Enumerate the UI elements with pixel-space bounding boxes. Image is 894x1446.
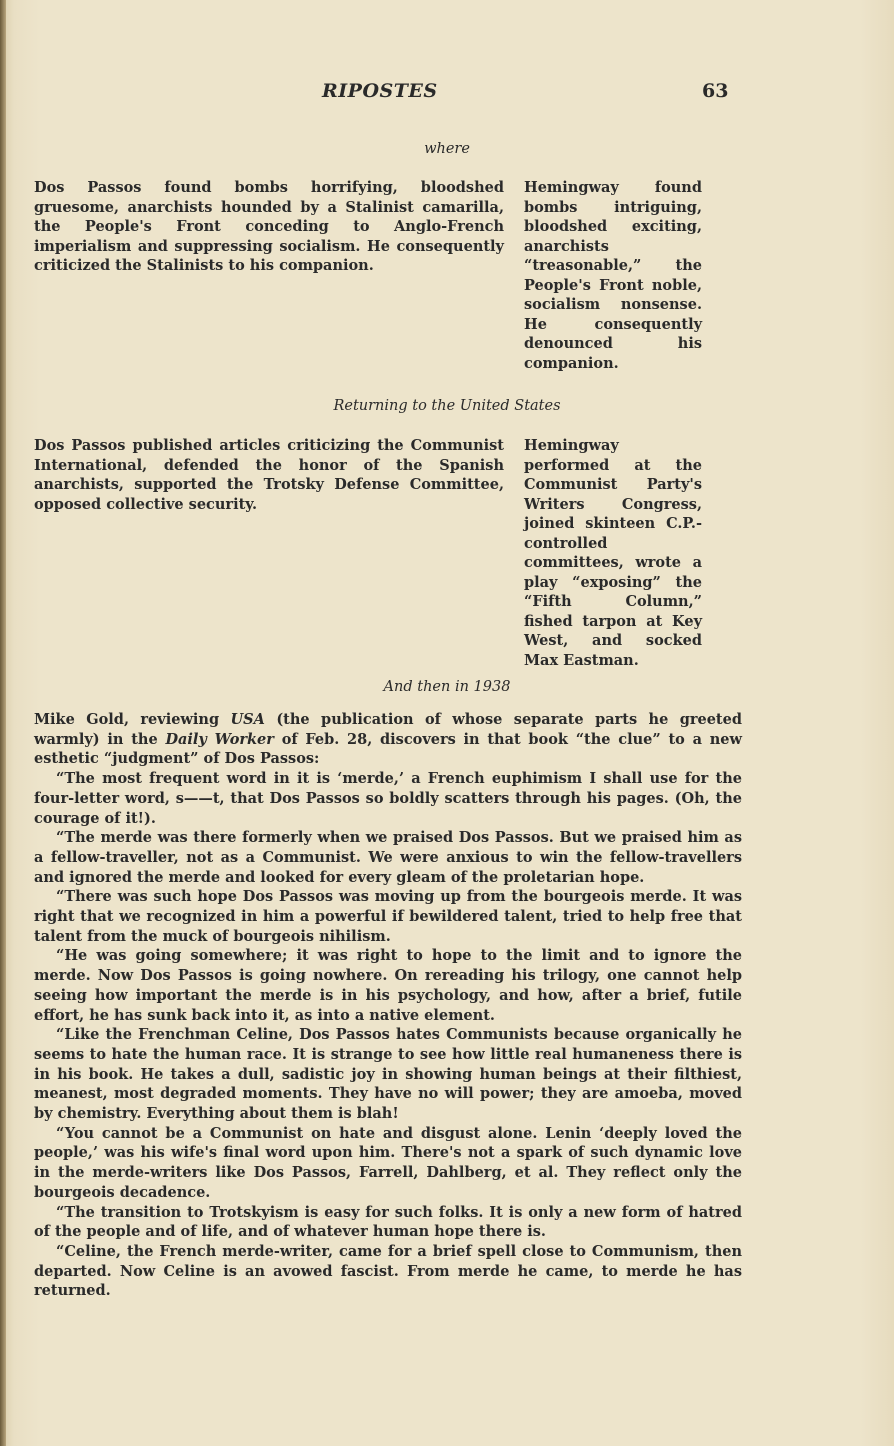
- hemingway-column-1: Hemingway found bombs intriguing, bloodshed exciting, anarchists “treasonable,” the People's Front noble, socialism nonsense. He consequently denounced his companion.: [524, 179, 702, 372]
- quote-paragraph: “The merde was there formerly when we praised Dos Passos. But we praised him as a fellow-traveller, not as a Communist. We were anxious to win the fellow-travellers and ignored the merde and looked for every gleam of the proletarian hope.: [34, 829, 742, 886]
- title-usa: USA: [230, 711, 265, 728]
- section-heading-1938: And then in 1938: [383, 679, 511, 695]
- intro-paragraph: Mike Gold, reviewing USA (the publication of whose separate parts he greeted warmly) in the Daily Worker of Feb. 28, discovers in that book “the clue” to a new esthetic “judgment” of Dos Passos:: [34, 711, 742, 768]
- quote-paragraph: “He was going somewhere; it was right to hope to the limit and to ignore the merde. Now Dos Passos is going nowhere. On rereading his trilogy, one cannot help seeing how important the merde is in his psychology, and how, after a brief, futile effort, he has sunk back into it, as into a native element.: [34, 947, 742, 1024]
- section-heading-where: where: [424, 141, 470, 157]
- quote-paragraph: “Like the Frenchman Celine, Dos Passos hates Communists because organically he seems to hate the human race. It is strange to see how little real humaneness there is in his book. He takes a dull, sadistic joy in showing human beings at their filthiest, meanest, most degraded moments. They have no will power; they are amoeba, moved by chemistry. Everything about them is blah!: [34, 1026, 742, 1123]
- title-daily-worker: Daily Worker: [165, 730, 274, 748]
- quote-paragraph: “There was such hope Dos Passos was moving up from the bourgeois merde. It was right that we recognized in him a powerful if bewildered talent, tried to help free that talent from the muck of bourgeois nihilism.: [34, 888, 742, 945]
- quote-paragraph: “You cannot be a Communist on hate and disgust alone. Lenin ‘deeply loved the people,’ was his wife's final word upon him. There's not a spark of such dynamic love in the merde-writers like Dos Passos, Farrell, Dahlberg, et al. They reflect only the bourgeois decadence.: [34, 1124, 742, 1201]
- page-number: 63: [702, 80, 729, 102]
- quote-paragraph: “The transition to Trotskyism is easy for such folks. It is only a new form of hatred of the people and of life, and of whatever human hope there is.: [34, 1203, 742, 1241]
- running-title: RIPOSTES: [322, 80, 438, 102]
- hemingway-column-2: Hemingway performed at the Communist Party's Writers Congress, joined skinteen C.P.-controlled committees, wrote a play “exposing” the “Fifth Column,” fished tarpon at Key West, and socked Max Eastman.: [524, 437, 702, 669]
- quote-paragraph: “The most frequent word in it is ‘merde,’ a French euphimism I shall use for the four-letter word, s——t, that Dos Passos so boldly scatters through his pages. (Oh, the courage of it!).: [34, 770, 742, 827]
- dos-passos-column-1: Dos Passos found bombs horrifying, bloodshed gruesome, anarchists hounded by a Stalinist camarilla, the People's Front conceding to Anglo-French imperialism and suppressing socialism. He consequently criticized the Stalinists to his companion.: [34, 179, 504, 274]
- page-header: [0, 80, 894, 110]
- quote-paragraph: “Celine, the French merde-writer, came for a brief spell close to Communism, then departed. Now Celine is an avowed fascist. From merde he came, to merde he has returned.: [34, 1242, 742, 1300]
- dos-passos-column-2: Dos Passos published articles criticizing the Communist International, defended the honor of the Spanish anarchists, supported the Trotsky Defense Committee, opposed collective security.: [34, 437, 504, 513]
- article-body: [34, 710, 742, 1301]
- page-spine-shadow: [0, 0, 6, 1446]
- section-heading-returning: Returning to the United States: [333, 398, 561, 414]
